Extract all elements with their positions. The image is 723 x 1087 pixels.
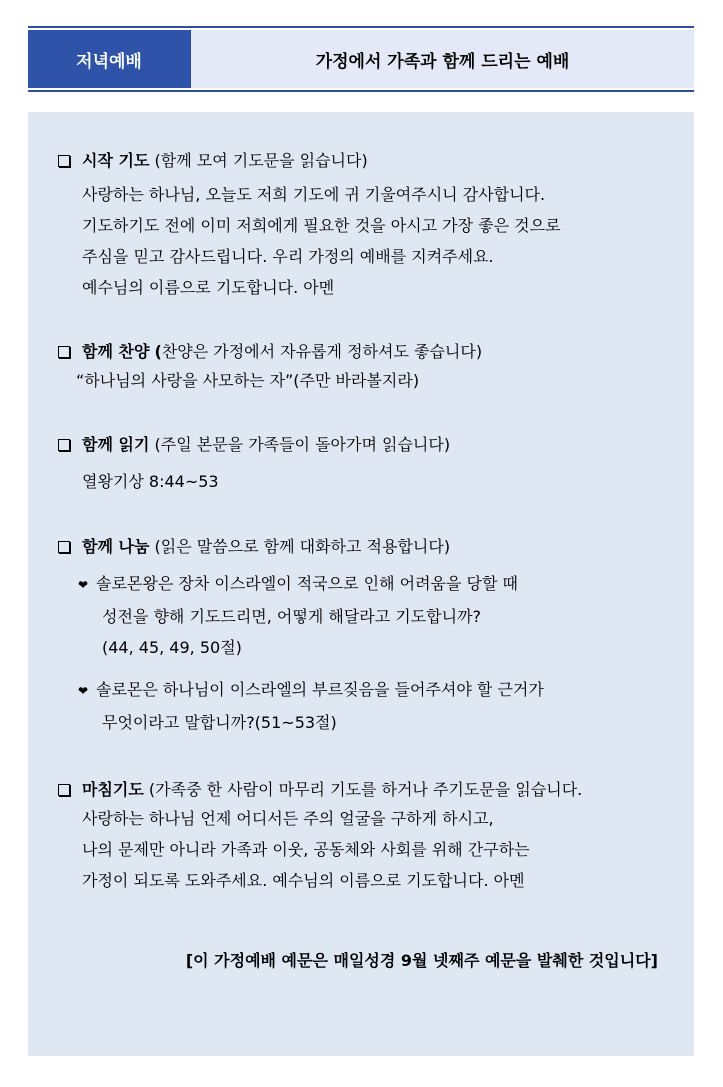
worship-content — [28, 112, 694, 1056]
checkbox-icon — [58, 541, 70, 553]
section-title: 마침기도 — [82, 780, 144, 799]
question-1 — [58, 568, 688, 663]
checkbox-icon — [58, 155, 70, 167]
question-line: 성전을 향해 기도드리면, 어떻게 해달라고 기도합니까? — [102, 607, 482, 626]
section-note: 찬양은 가정에서 자유롭게 정하셔도 좋습니다) — [161, 342, 483, 361]
question-line: 솔로몬은 하나님이 이스라엘의 부르짖음을 들어주셔야 할 근거가 — [96, 680, 544, 699]
page-title: 가정에서 가족과 함께 드리는 예배 — [190, 30, 694, 88]
section-title: 함께 읽기 — [82, 435, 150, 454]
prayer-line: 나의 문제만 아니라 가족과 이웃, 공동체와 사회를 위해 간구하는 — [82, 840, 530, 859]
header-bar — [28, 26, 694, 92]
section-paren: ( — [154, 342, 162, 361]
question-line: 솔로몬왕은 장차 이스라엘이 적국으로 인해 어려움을 당할 때 — [96, 574, 519, 593]
section-praise — [58, 341, 688, 396]
prayer-line: 사랑하는 하나님 언제 어디서든 주의 얼굴을 구하게 하시고, — [82, 809, 494, 828]
heart-bullet-icon: ❤ — [78, 684, 89, 698]
section-sharing — [58, 536, 688, 738]
prayer-line: 기도하기도 전에 이미 저희에게 필요한 것을 아시고 가장 좋은 것으로 — [82, 216, 561, 235]
section-note: (주일 본문을 가족들이 돌아가며 읽습니다) — [154, 435, 451, 454]
section-heading — [58, 536, 688, 558]
prayer-line: 사랑하는 하나님, 오늘도 저희 기도에 귀 기울여주시니 감사합니다. — [82, 185, 546, 204]
checkbox-icon — [58, 784, 70, 796]
song-line: “하나님의 사랑을 사모하는 자”(주만 바라볼지라) — [76, 371, 420, 390]
prayer-line: 예수님의 이름으로 기도합니다. 아멘 — [82, 278, 335, 297]
section-heading — [58, 150, 688, 172]
scripture-reference: 열왕기상 8:44~53 — [82, 472, 219, 491]
section-note: (가족중 한 사람이 마무리 기도를 하거나 주기도문을 읽습니다. — [148, 780, 583, 799]
checkbox-icon — [58, 439, 70, 451]
heart-bullet-icon: ❤ — [78, 578, 89, 592]
section-title: 시작 기도 — [82, 151, 150, 170]
section-closing-prayer — [58, 779, 688, 896]
section-note: (읽은 말씀으로 함께 대화하고 적용합니다) — [154, 537, 451, 556]
section-heading — [58, 434, 688, 456]
section-heading — [58, 779, 688, 801]
question-line: 무엇이라고 말합니까?(51~53절) — [102, 713, 337, 732]
section-reading — [58, 434, 688, 497]
prayer-line: 주심을 믿고 감사드립니다. 우리 가정의 예배를 지켜주세요. — [82, 247, 494, 266]
source-note: [이 가정예배 예문은 매일성경 9월 넷째주 예문을 발췌한 것입니다] — [185, 951, 658, 970]
question-2 — [58, 674, 688, 738]
section-heading — [58, 341, 688, 363]
section-title: 함께 나눔 — [82, 537, 150, 556]
prayer-line: 가정이 되도록 도와주세요. 예수님의 이름으로 기도합니다. 아멘 — [82, 871, 525, 890]
header-badge: 저녁예배 — [28, 30, 190, 88]
section-note: (함께 모여 기도문을 읽습니다) — [154, 151, 368, 170]
question-line: (44, 45, 49, 50절) — [102, 638, 242, 657]
section-title: 함께 찬양 — [82, 342, 150, 361]
section-opening-prayer — [58, 150, 688, 303]
checkbox-icon — [58, 346, 70, 358]
